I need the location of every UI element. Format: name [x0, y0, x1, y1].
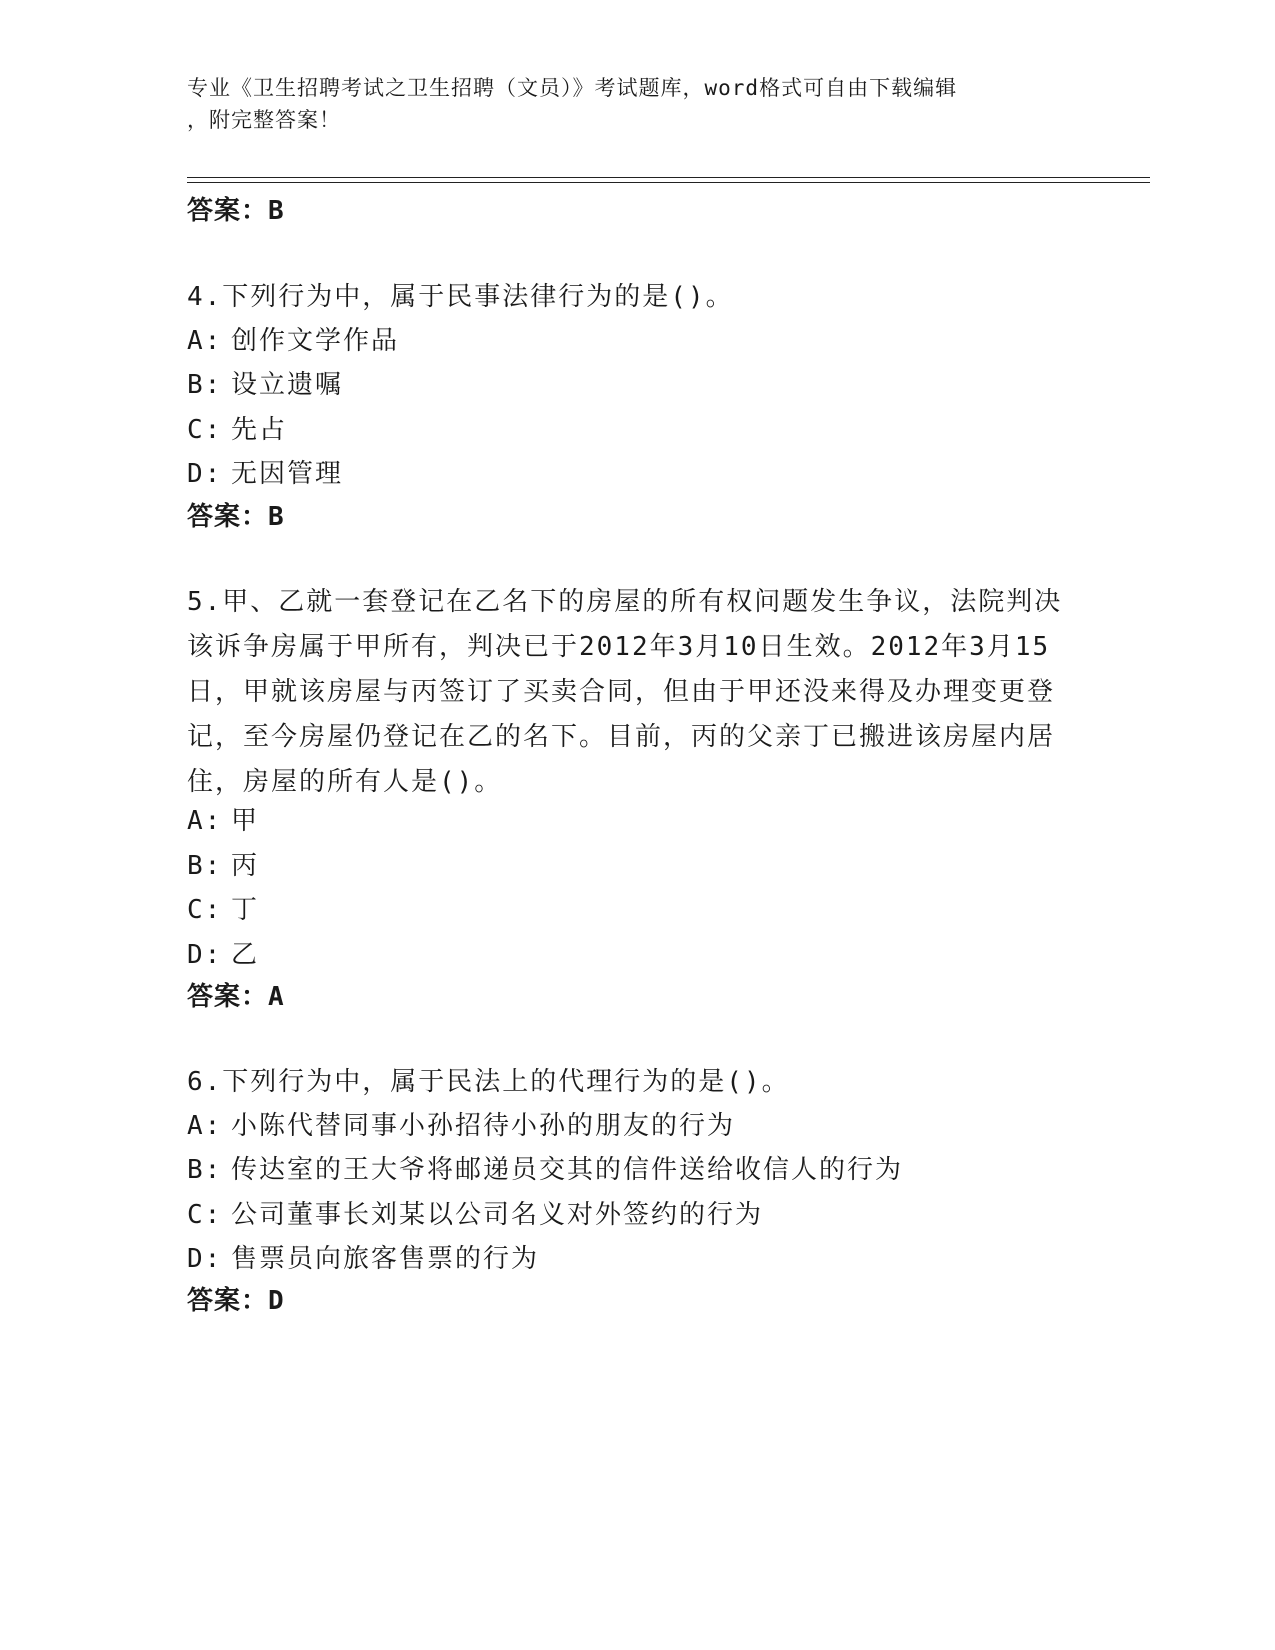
option-text: 乙 [231, 940, 260, 970]
option-key: B: [187, 370, 223, 400]
header-line-1: 专业《卫生招聘考试之卫生招聘（文员）》考试题库，word格式可自由下载编辑 [187, 76, 958, 100]
question-6-text: 6.下列行为中，属于民法上的代理行为的是()。 [187, 1067, 790, 1097]
option-key: A: [187, 1111, 223, 1141]
option-key: D: [187, 1244, 223, 1274]
question-6-option-a [187, 1105, 735, 1142]
option-text: 丁 [231, 895, 260, 925]
option-text: 公司董事长刘某以公司名义对外签约的行为 [231, 1200, 764, 1230]
previous-answer: 答案：B [187, 196, 285, 226]
header-line-2: ，附完整答案！ [187, 108, 341, 132]
option-key: D: [187, 459, 223, 489]
option-text: 售票员向旅客售票的行为 [231, 1244, 540, 1274]
question-5-option-d [187, 934, 259, 971]
option-text: 创作文学作品 [231, 326, 400, 356]
question-5-option-a [187, 800, 259, 837]
question-4-option-c [187, 409, 287, 446]
question-4-option-d [187, 453, 343, 490]
question-4-option-b [187, 364, 343, 401]
question-6-option-b [187, 1149, 903, 1186]
question-6-option-d [187, 1238, 539, 1275]
option-text: 先占 [231, 415, 288, 445]
header-divider-bottom [187, 182, 1150, 183]
option-text: 甲 [231, 806, 260, 836]
option-key: B: [187, 851, 223, 881]
option-text: 传达室的王大爷将邮递员交其的信件送给收信人的行为 [231, 1155, 904, 1185]
header-divider-top [187, 177, 1150, 178]
option-text: 设立遗嘱 [231, 370, 344, 400]
question-4-option-a [187, 320, 399, 357]
option-key: C: [187, 415, 223, 445]
question-5-option-b [187, 845, 259, 882]
option-key: D: [187, 940, 223, 970]
option-key: B: [187, 1155, 223, 1185]
option-key: C: [187, 895, 223, 925]
question-5-answer: 答案：A [187, 982, 285, 1012]
option-key: C: [187, 1200, 223, 1230]
option-key: A: [187, 326, 223, 356]
question-6-option-c [187, 1194, 763, 1231]
question-6-answer: 答案：D [187, 1286, 285, 1316]
document-header [187, 72, 1067, 136]
option-text: 无因管理 [231, 459, 344, 489]
option-key: A: [187, 806, 223, 836]
question-5-text: 5.甲、乙就一套登记在乙名下的房屋的所有权问题发生争议，法院判决该诉争房属于甲所有，判决已于2012年3月10日生效。2012年3月15日，甲就该房屋与丙签订了买卖合同，但由于甲还没来得及办理变更登记，至今房屋仍登记在乙的名下。目前，丙的父亲丁已搬进该房屋内居住，房屋的所有人是()。 [187, 587, 1063, 797]
question-5-option-c [187, 889, 259, 926]
option-text: 小陈代替同事小孙招待小孙的朋友的行为 [231, 1111, 736, 1141]
question-4-text: 4.下列行为中，属于民事法律行为的是()。 [187, 282, 734, 312]
question-4-answer: 答案：B [187, 502, 285, 532]
option-text: 丙 [231, 851, 260, 881]
